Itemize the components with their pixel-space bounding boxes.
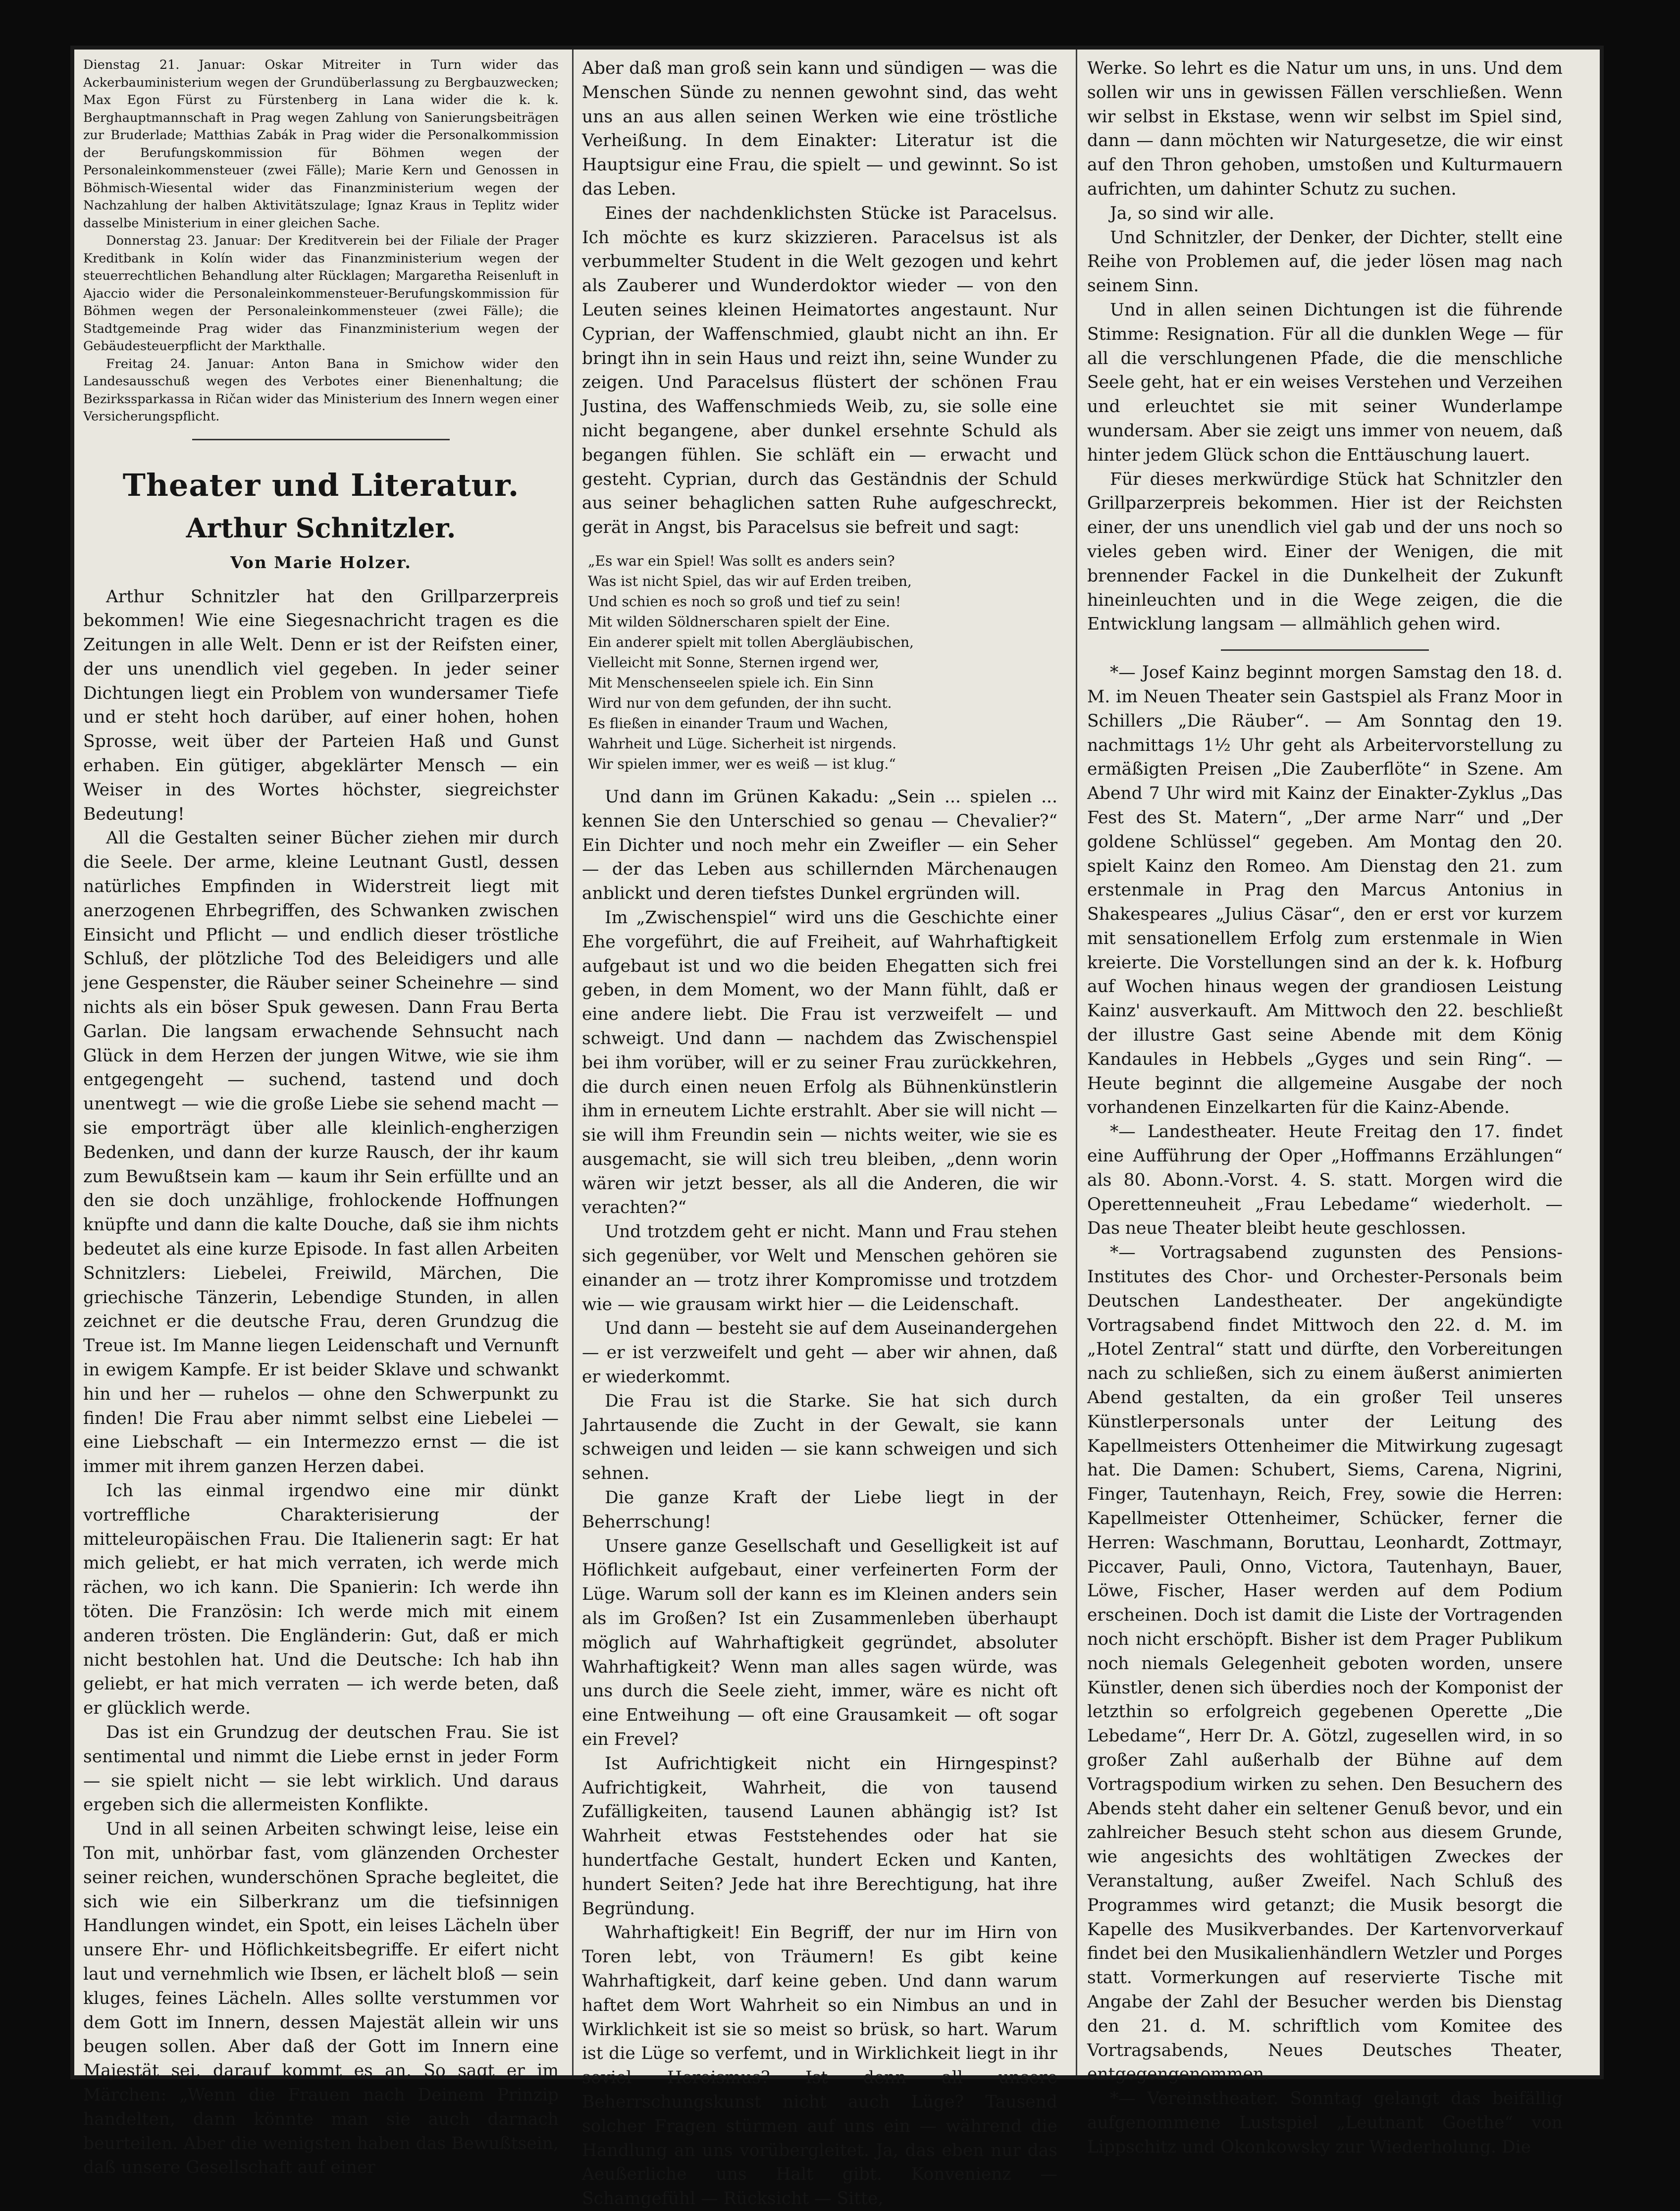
article-paragraph: Und trotzdem geht er nicht. Mann und Frau stehen sich gegenüber, vor Welt und Menschen gehören sie einander an — trotz ihrer Kompromisse und trotzdem wie — wie grausam wirkt hier — die Leidenschaft. xyxy=(582,1222,1057,1315)
article-paragraph: Arthur Schnitzler hat den Grillparzerpreis bekommen! Wie eine Siegesnachricht tragen es die Zeitungen in alle Welt. Denn er ist der Reifsten einer, der uns unendlich viel gegeben. In jeder seiner Dichtungen liegt ein Problem von wundersamer Tiefe und er steht hoch darüber, auf einer hohen, hohen Sprosse, weit über der Parteien Haß und Gunst erhaben. Ein gütiger, abgeklärter Mensch — ein Weiser in des Wortes höchster, siegreichster Bedeutung! xyxy=(83,586,559,824)
article-paragraph: Und dann im Grünen Kakadu: „Sein ... spielen ... kennen Sie den Unterschied so genau — Chevalier?“ Ein Dichter und noch mehr ein Zweifler — ein Seher — der das Leben aus schillernden Märchenaugen anblickt und deren tiefstes Dunkel ergründen will. xyxy=(582,787,1057,904)
article-paragraph: Eines der nachdenklichsten Stücke ist Paracelsus. Ich möchte es kurz skizzieren. Paracelsus ist als verbummelter Student in die Welt gezogen und kehrt als Zauberer und Wunderdoktor wieder — von den Leuten seines kleinen Heimatortes angestaunt. Nur Cyprian, der Waffenschmied, glaubt nicht an ihn. Er bringt ihn in sein Haus und reizt ihn, seine Wunder zu zeigen. Und Paracelsus flüstert der schönen Frau Justina, des Waffenschmieds Weib, zu, sie solle eine nicht begangene, aber dunkel ersehnte Schuld als begangen fühlen. Sie schläft ein — erwacht und gesteht. Cyprian, durch das Geständnis der Schuld aus seiner behaglichen satten Ruhe aufgeschreckt, gerät in Angst, bis Paracelsus sie befreit und sagt: xyxy=(582,203,1057,538)
article-paragraph: Und in all seinen Arbeiten schwingt leise, leise ein Ton mit, unhörbar fast, vom glänzenden Orchester seiner reichen, wunderschönen Sprache begleitet, die sich wie ein Silberkranz um die tiefsinnigen Handlungen windet, ein Spott, ein leises Lächeln über unsere Ehr- und Höflichkeitsbegriffe. Er eifert nicht laut und vernehmlich wie Ibsen, er lächelt bloß — sein kluges, feines Lächeln. Alles sollte verstummen vor dem Gott im Innern, dessen Majestät allein wir uns beugen sollen. Aber daß der Gott im Innern eine Majestät sei, darauf kommt es an. So sagt er im Märchen: „Wenn die Frauen nach Deinem Prinzip handelten, dann könnte man sie auch darnach beurteilen. Aber die wenigsten haben das Bewußtsein, daß unsere Gesellschaft auf einer xyxy=(83,1819,559,2178)
article-paragraph: Im „Zwischenspiel“ wird uns die Geschichte einer Ehe vorgeführt, die auf Freiheit, auf Wahrhaftigkeit aufgebaut ist und wo die beiden Ehegatten sich frei geben, in dem Moment, wo der Mann fühlt, daß er eine andere liebt. Die Frau ist verzweifelt — und schweigt. Und dann — nachdem das Zwischenspiel bei ihm vorüber, will er zu seiner Frau zurückkehren, die durch einen neuen Erfolg als Bühnenkünstlerin ihm in erneutem Lichte erstrahlt. Aber sie will nicht — sie will ihm Freundin sein — nichts weiter, wie sie es ausgemacht, sie will sich treu bleiben, „denn worin wären wir jetzt besser, als all die Anderen, die wir verachten?“ xyxy=(582,907,1057,1218)
divider xyxy=(192,439,450,440)
byline: Von Marie Holzer. xyxy=(230,552,412,572)
article-paragraph: Ist Aufrichtigkeit nicht ein Hirngespinst? Aufrichtigkeit, Wahrheit, die von tausend Zufälligkeiten, tausend Launen abhängig ist? Ist Wahrheit etwas Feststehendes oder hat sie hundertfache Gestalt, hundert Ecken und Kanten, hundert Seiten? Jede hat ihre Berechtigung, hat ihre Begründung. xyxy=(582,1753,1057,1919)
theater-notice: *— Vortragsabend zugunsten des Pensions-Institutes des Chor- und Orchester-Personals beim Deutschen Landestheater. Der angekündigte Vortragsabend findet Mittwoch den 22. d. M. im „Hotel Zentral“ statt und dürfte, den Vorbereitungen nach zu schließen, sich zu einem äußerst animierten Abend gestalten, da ein großer Teil unseres Künstlerpersonals unter der Leitung des Kapellmeisters Ottenheimer die Mitwirkung zugesagt hat. Die Damen: Schubert, Siems, Carena, Nigrini, Finger, Tautenhayn, Reich, Frey, sowie die Herren: Kapellmeister Ottenheimer, Schücker, ferner die Herren: Waschmann, Boruttau, Leonhardt, Zottmayr, Piccaver, Pauli, Onno, Victora, Tautenhayn, Bauer, Löwe, Fischer, Haser werden auf dem Podium erscheinen. Doch ist damit die Liste der Vortragenden noch nicht erschöpft. Bisher ist dem Prager Publikum noch niemals Gelegenheit geboten worden, unsere Künstler, denen sich überdies noch der Komponist der letzthin so erfolgreich gegebenen Operette „Die Lebedame“, Herr Dr. A. Götzl, zugesellen wird, in so großer Zahl außerhalb der Bühne auf dem Vortragspodium wirken zu sehen. Den Besuchern des Abends steht daher ein seltener Genuß bevor, und ein zahlreicher Besuch steht schon aus diesem Grunde, wie angesichts des wohltätigen Zweckes der Veranstaltung, außer Zweifel. Nach Schluß des Programmes wird getanzt; die Musik besorgt die Kapelle des Musikverbandes. Der Kartenvorverkauf findet bei den Musikalienhändlern Wetzler und Porges statt. Vormerkungen auf reservierte Tische mit Angabe der Zahl der Besucher werden bis Dienstag den 21. d. M. schriftlich vom Komitee des Vortragsabends, Neues Deutsches Theater, entgegengenommen. xyxy=(1087,1243,1563,2085)
article-paragraph: Und dann — besteht sie auf dem Auseinandergehen — er ist verzweifelt und geht — aber wir ahnen, daß er wiederkommt. xyxy=(582,1318,1057,1387)
article-paragraph: All die Gestalten seiner Bücher ziehen mir durch die Seele. Der arme, kleine Leutnant Gustl, dessen natürliches Empfinden in Widerstreit liegt mit anerzogenen Ehrbegriffen, des Schwanken zwischen Einsicht und Pflicht — und endlich dieser tröstliche Schluß, der plötzliche Tod des Beleidigers und alle jene Gespenster, die Räuber seiner Scheinehre — sind nichts als ein böser Spuk gewesen. Dann Frau Berta Garlan. Die langsam erwachende Sehnsucht nach Glück in dem Herzen der jungen Witwe, wie sie ihm entgegengeht — suchend, tastend und doch unentwegt — wie die große Liebe sie sehend macht — sie emporträgt über alle kleinlich-engherzigen Bedenken, und dann der kurze Rausch, der ihr kaum zum Bewußtsein kam — kaum ihr Sein erfüllte und an den sie doch unzählige, frohlockende Hoffnungen knüpfte und dann die kalte Douche, daß sie ihm nichts bedeutet als eine kurze Episode. In fast allen Arbeiten Schnitzlers: Liebelei, Freiwild, Märchen, Die griechische Tänzerin, Lebendige Stunden, in allen zeichnet er die deutsche Frau, deren Grundzug die Treue ist. Im Manne liegen Leidenschaft und Vernunft in ewigem Kampfe. Er ist beider Sklave und schwankt hin und her — ruhelos — ohne den Schwerpunkt zu finden! Die Frau aber nimmt selbst eine Liebelei — eine Liebschaft — ein Intermezzo ernst — die ist immer mit ihrem ganzen Herzen dabei. xyxy=(83,828,559,1477)
article-paragraph: Die ganze Kraft der Liebe liegt in der Beherrschung! xyxy=(582,1488,1057,1532)
theater-notice: *— Josef Kainz beginnt morgen Samstag den 18. d. M. im Neuen Theater sein Gastspiel als Franz Moor in Schillers „Die Räuber“. — Am Sonntag den 19. nachmittags 1½ Uhr geht als Arbeitervorstellung zu ermäßigten Preisen „Die Zauberflöte“ in Szene. Am Abend 7 Uhr wird mit Kainz der Einakter-Zyklus „Das Fest des St. Matern“, „Der arme Narr“ und „Der goldene Schlüssel“ gegeben. Am Montag den 20. spielt Kainz den Romeo. Am Dienstag den 21. zum erstenmale in Prag den Marcus Antonius in Shakespeares „Julius Cäsar“, den er erst vor kurzem mit sensationellem Erfolg zum erstenmale in Wien kreierte. Die Vorstellungen sind an der k. k. Hofburg auf Wochen hinaus wegen der grandiosen Leistung Kainz' ausverkauft. Am Mittwoch den 22. beschließt der illustre Gast seine Abende mit dem König Kandaules in Hebbels „Gyges und sein Ring“. — Heute beginnt die allgemeine Ausgabe der noch vorhandenen Einzelkarten für die Kainz-Abende. xyxy=(1087,663,1563,1118)
article-paragraph: Das ist ein Grundzug der deutschen Frau. Sie ist sentimental und nimmt die Liebe ernst in jeder Form — sie spielt nicht — sie lebt wirklich. Und daraus ergeben sich die allermeisten Konflikte. xyxy=(83,1722,559,1815)
article-paragraph: Und Schnitzler, der Denker, der Dichter, stellt eine Reihe von Problemen auf, die jeder lösen mag nach seinem Sinn. xyxy=(1087,227,1563,296)
divider xyxy=(1221,649,1429,651)
quoted-verse: „Es war ein Spiel! Was sollt es anders sein? Was ist nicht Spiel, das wir auf Erden treiben, Und schien es noch so groß und tief zu sein! Mit wilden Söldnerscharen spielt der Eine. Ein anderer spielt mit tollen Abergläubischen, Vielleicht mit Sonne, Sternen irgend wer, Mit Menschenseelen spiele ich. Ein Sinn Wird nur von dem gefunden, der ihn sucht. Es fließen in einander Traum und Wachen, Wahrheit und Lüge. Sicherheit ist nirgends. Wir spielen immer, wer es weiß — ist klug.“ xyxy=(588,552,914,772)
article-paragraph: Aber daß man groß sein kann und sündigen — was die Menschen Sünde zu nennen gewohnt sind, das weht uns an aus allen seinen Werken wie eine tröstliche Verheißung. In dem Einakter: Literatur ist die Hauptsigur eine Frau, die spielt — und gewinnt. So ist das Leben. xyxy=(582,58,1057,199)
court-notice: Donnerstag 23. Januar: Der Kreditverein bei der Filiale der Prager Kreditbank in Kolín wider das Finanzministerium wegen der steuerrechtlichen Behandlung alter Rücklagen; Margaretha Reisenluft in Ajaccio wider die Personaleinkommensteuer-Berufungskommission für Böhmen wegen der Personaleinkommensteuer (zwei Fälle); die Stadtgemeinde Prag wider das Finanzministerium wegen der Gebäudesteuerpflicht der Markthalle. xyxy=(83,233,559,354)
article-title: Arthur Schnitzler. xyxy=(186,512,456,544)
court-notice: Dienstag 21. Januar: Oskar Mitreiter in Turn wider das Ackerbauministerium wegen der Grundüberlassung zu Bergbauzwecken; Max Egon Fürst zu Fürstenberg in Lana wider die k. k. Berghauptmannschaft in Prag wegen Zahlung von Sanierungsbeiträgen zur Bruderlade; Matthias Zabák in Prag wider die Personalkommission der Berufungskommission für Böhmen wegen der Personaleinkommensteuer (zwei Fälle); Marie Kern und Genossen in Böhmisch-Wiesental wider das Finanzministerium wegen der Nachzahlung der halben Aktivitätszulage; Ignaz Kraus in Teplitz wider dasselbe Ministerium in einer gleichen Sache. xyxy=(83,57,559,231)
newspaper-page xyxy=(74,50,1600,2209)
article-paragraph: Ich las einmal irgendwo eine mir dünkt vortreffliche Charakterisierung der mitteleuropäischen Frau. Die Italienerin sagt: Er hat mich geliebt, er hat mich verraten, ich werde mich rächen, wo ich kann. Die Spanierin: Ich werde ihn töten. Die Französin: Ich werde mich mit einem anderen trösten. Die Engländerin: Gut, daß er mich nicht bestohlen hat. Und die Deutsche: Ich hab ihn geliebt, er hat mich verraten — ich werde beten, daß er glücklich werde. xyxy=(83,1480,559,1719)
section-heading: Theater und Literatur. xyxy=(122,467,520,503)
article-paragraph: Wahrhaftigkeit! Ein Begriff, der nur im Hirn von Toren lebt, von Träumern! Es gibt keine Wahrhaftigkeit, darf keine geben. Und dann warum haftet dem Wort Wahrheit so ein Nimbus an und in Wirklichkeit ist sie so meist so brüsk, so hart. Warum ist die Lüge so verfemt, und in Wirklichkeit liegt in ihr soviel Heroismus? Ist denn all unsere Beherrschungskunst nicht auch Lüge? Tausend solcher Fragen stürmen auf uns ein — während die Handlung an uns vorübergleitet. Ja, das eben nur das Aeußerliche uns Halt gibt. Konvenienz — Schamgefühl — Rücksicht — Sitte, xyxy=(582,1923,1057,2209)
article-paragraph: Die Frau ist die Starke. Sie hat sich durch Jahrtausende die Zucht in der Gewalt, sie kann schweigen und leiden — sie kann schweigen und sich sehnen. xyxy=(582,1391,1057,1484)
column-left xyxy=(83,56,559,2178)
theater-notice: *— Landestheater. Heute Freitag den 17. findet eine Aufführung der Oper „Hoffmanns Erzählungen“ als 80. Abonn.-Vorst. 4. S. statt. Morgen wird die Operettenneuheit „Frau Lebedame“ wiederholt. — Das neue Theater bleibt heute geschlossen. xyxy=(1087,1122,1563,1239)
article-paragraph: Für dieses merkwürdige Stück hat Schnitzler den Grillparzerpreis bekommen. Hier ist der Reichsten einer, der uns unendlich viel gab und der uns noch so vieles geben wird. Einer der Wenigen, die mit brennender Fackel in die Dunkelheit der Zukunft hineinleuchten und in die Wege zeigen, die die Entwicklung langsam — allmählich gehen wird. xyxy=(1087,469,1563,634)
column-rule xyxy=(572,50,574,2075)
column-middle xyxy=(582,56,1057,2209)
article-paragraph: Unsere ganze Gesellschaft und Geselligkeit ist auf Höflichkeit aufgebaut, einer verfeinerten Form der Lüge. Warum soll der kann es im Kleinen anders sein als im Großen? Ist ein Zusammenleben überhaupt möglich auf Wahrhaftigkeit gegründet, absoluter Wahrhaftigkeit? Wenn man alles sagen würde, was uns durch die Seele zieht, immer, wäre es nicht oft eine Entweihung — oft eine Grausamkeit — oft sogar ein Frevel? xyxy=(582,1536,1057,1750)
court-notice: Freitag 24. Januar: Anton Bana in Smichow wider den Landesausschuß wegen des Verbotes einer Bienenhaltung; die Bezirkssparkassa in Ričan wider das Ministerium des Innern wegen einer Versicherungspflicht. xyxy=(83,356,559,424)
article-paragraph: Ja, so sind wir alle. xyxy=(1110,203,1274,223)
article-paragraph: Und in allen seinen Dichtungen ist die führende Stimme: Resignation. Für all die dunklen Wege — für all die verschlungenen Pfade, die die menschliche Seele geht, hat er ein weises Verstehen und Verzeihen und erleuchtet sie mit seiner Wunderlampe wundersam. Aber sie zeigt uns immer von neuem, daß hinter jedem Glück schon die Enttäuschung lauert. xyxy=(1087,300,1563,465)
column-rule xyxy=(1076,50,1077,2075)
column-right xyxy=(1087,56,1563,2157)
theater-notice: *— Vereinstheater. Sonntag gelangt das beifällig aufgenommene Lustspiel „Leutnant Goethe“ von Lippschitz und Okonkowsky zur Wiederholung. Die xyxy=(1087,2089,1563,2157)
article-paragraph: Werke. So lehrt es die Natur um uns, in uns. Und dem sollen wir uns in gewissen Fällen verschließen. Wenn wir selbst in Ekstase, wenn wir selbst im Spiel sind, dann — dann möchten wir Naturgesetze, die wir einst auf den Thron gehoben, umstoßen und Kulturmauern aufrichten, um dahinter Schutz zu suchen. xyxy=(1087,58,1563,199)
